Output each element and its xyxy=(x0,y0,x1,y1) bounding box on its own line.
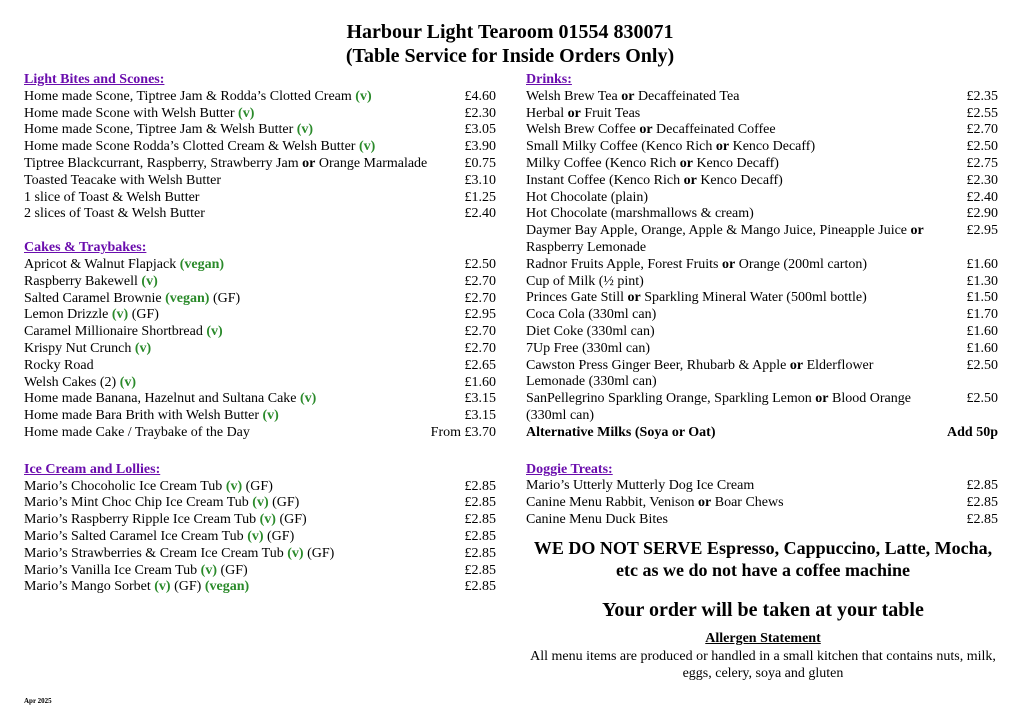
menu-item-row xyxy=(24,495,496,512)
or-text: or xyxy=(302,155,316,171)
section-title-doggie-treats: Doggie Treats: xyxy=(526,461,613,477)
menu-item-row xyxy=(24,479,496,496)
menu-item-price: £2.85 xyxy=(966,495,998,511)
dietary-tag: (v) xyxy=(296,122,314,138)
dietary-tag: (v) xyxy=(259,512,276,528)
menu-item-name xyxy=(24,139,375,156)
gluten-free-tag: (GF) xyxy=(174,579,202,595)
menu-item-row xyxy=(24,139,496,156)
menu-item-row xyxy=(24,106,496,123)
table-service-note: (Table Service for Inside Orders Only) xyxy=(345,45,675,67)
menu-item-price: £2.85 xyxy=(966,478,998,494)
dietary-tag: (v) xyxy=(134,340,152,356)
menu-item-row xyxy=(24,425,496,442)
menu-item-name xyxy=(526,106,931,123)
allergen-statement-text: All menu items are produced or handled in a small kitchen that contains nuts, milk, eggs, celery, soya and gluten xyxy=(530,649,996,681)
menu-item-row xyxy=(526,290,998,307)
item-name-text: Salted Caramel Brownie xyxy=(24,290,162,306)
item-name-text: Welsh Brew Coffee xyxy=(526,122,636,138)
dietary-tag: (v) xyxy=(287,545,304,561)
item-name-text-2: Kenco Decaff) xyxy=(696,155,779,171)
or-text: or xyxy=(627,290,641,306)
item-name-text: 7Up Free (330ml can) xyxy=(526,340,651,356)
item-name-text: Hot Chocolate (plain) xyxy=(526,189,649,205)
item-name-text-2: Sparkling Mineral Water (500ml bottle) xyxy=(644,290,867,306)
menu-item-price: £0.75 xyxy=(464,155,496,171)
menu-item-row xyxy=(526,190,998,207)
dietary-tag: (v) xyxy=(247,528,264,544)
coffee-machine-notice: WE DO NOT SERVE Espresso, Cappuccino, Latte, Mocha, etc as we do not have a coffee machine xyxy=(533,538,993,580)
menu-item-row xyxy=(24,324,496,341)
menu-item-name xyxy=(24,546,334,563)
item-name-text: Princes Gate Still xyxy=(526,290,624,306)
menu-item-price: £2.40 xyxy=(464,206,496,222)
alternative-milks-price: Add 50p xyxy=(947,424,998,440)
menu-item-row xyxy=(526,274,998,291)
menu-item-row xyxy=(526,495,998,512)
item-name-text: Instant Coffee (Kenco Rich xyxy=(526,172,681,188)
gluten-free-tag: (GF) xyxy=(212,290,241,306)
left-column xyxy=(24,72,496,596)
menu-item-name xyxy=(526,512,668,529)
menu-item-name xyxy=(24,307,159,324)
menu-item-price: £3.90 xyxy=(464,139,496,155)
item-name-text: Cawston Press Ginger Beer, Rhubarb & Apple xyxy=(526,357,787,373)
menu-item-price: £2.30 xyxy=(464,105,496,121)
item-name-text: Rocky Road xyxy=(24,357,94,373)
item-name-text: Lemon Drizzle xyxy=(24,307,109,323)
menu-item-price: £2.90 xyxy=(966,206,998,222)
doggie-treats-list xyxy=(526,478,998,528)
dietary-tag: (v) xyxy=(206,324,223,340)
menu-item-name xyxy=(526,307,931,324)
gluten-free-tag: (GF) xyxy=(220,562,248,578)
menu-item-row xyxy=(24,375,496,392)
item-name-text: Raspberry Bakewell xyxy=(24,273,138,289)
menu-item-row xyxy=(24,156,496,173)
menu-item-name xyxy=(24,358,94,375)
menu-item-price: £2.50 xyxy=(966,391,998,407)
menu-item-price: £2.50 xyxy=(464,256,496,272)
menu-item-name xyxy=(24,106,254,123)
menu-item-row xyxy=(526,173,998,190)
menu-item-name xyxy=(526,257,931,274)
menu-item-name xyxy=(24,122,313,139)
menu-item-name xyxy=(24,495,299,512)
section-title-cakes: Cakes & Traybakes: xyxy=(24,240,147,256)
menu-item-row xyxy=(526,223,998,257)
menu-item-name xyxy=(526,358,931,392)
menu-item-price: £1.25 xyxy=(464,189,496,205)
gluten-free-tag: (GF) xyxy=(131,307,159,323)
menu-item-price: £1.60 xyxy=(966,256,998,272)
menu-item-name xyxy=(526,173,931,190)
allergen-statement-title: Allergen Statement xyxy=(705,631,821,646)
menu-item-name xyxy=(24,257,224,274)
or-text: or xyxy=(567,105,581,121)
or-text: or xyxy=(789,357,804,373)
menu-item-name xyxy=(526,206,931,223)
menu-item-row xyxy=(526,206,998,223)
menu-item-price: £1.60 xyxy=(464,374,496,390)
menu-item-price: £2.85 xyxy=(464,528,496,544)
item-name-text: Mario’s Strawberries & Cream Ice Cream Tub xyxy=(24,545,284,561)
dietary-tag: (vegan) xyxy=(165,290,210,306)
item-name-text: Hot Chocolate (marshmallows & cream) xyxy=(526,206,754,222)
menu-item-price: £1.30 xyxy=(966,273,998,289)
item-name-text-2: Elderflower Lemonade (330ml can) xyxy=(526,357,874,390)
menu-item-price: £1.50 xyxy=(966,290,998,306)
item-name-text: Mario’s Salted Caramel Ice Cream Tub xyxy=(24,528,244,544)
menu-item-price: £2.35 xyxy=(966,88,998,104)
menu-item-name xyxy=(526,89,931,106)
menu-item-name xyxy=(24,173,221,190)
menu-item-row xyxy=(24,408,496,425)
menu-item-row xyxy=(526,122,998,139)
item-name-text: Cup of Milk (½ pint) xyxy=(526,273,644,289)
gluten-free-tag: (GF) xyxy=(267,528,295,544)
menu-item-name xyxy=(24,291,240,308)
menu-item-name xyxy=(24,324,223,341)
menu-item-row xyxy=(24,546,496,563)
menu-item-price: £2.85 xyxy=(464,495,496,511)
menu-item-row xyxy=(24,579,496,596)
item-name-text: Krispy Nut Crunch xyxy=(24,340,132,356)
item-name-text: Caramel Millionaire Shortbread xyxy=(24,324,203,340)
menu-item-price: £2.85 xyxy=(464,562,496,578)
dietary-tag: (v) xyxy=(154,579,171,595)
menu-title xyxy=(0,20,1020,68)
item-name-text: Home made Cake / Traybake of the Day xyxy=(24,424,250,440)
menu-item-row xyxy=(24,512,496,529)
item-name-text: Diet Coke (330ml can) xyxy=(526,323,655,339)
or-text: or xyxy=(683,172,697,188)
menu-item-name xyxy=(24,190,199,207)
item-name-text: Mario’s Chocoholic Ice Cream Tub xyxy=(24,478,223,494)
item-name-text: Home made Bara Brith with Welsh Butter xyxy=(24,408,260,424)
menu-item-price: £3.15 xyxy=(464,391,496,407)
item-name-text: Mario’s Vanilla Ice Cream Tub xyxy=(24,562,198,578)
dietary-tag: (v) xyxy=(225,478,243,494)
menu-item-name xyxy=(526,139,931,156)
menu-item-price: £3.05 xyxy=(464,122,496,138)
ice-cream-list xyxy=(24,479,496,597)
menu-item-price: £2.85 xyxy=(464,545,496,561)
menu-item-price: £2.85 xyxy=(464,478,496,494)
alternative-milks-row xyxy=(526,425,998,442)
menu-item-name xyxy=(24,408,279,425)
menu-item-price: £2.85 xyxy=(464,579,496,595)
menu-item-name xyxy=(24,274,158,291)
dietary-tag: (v) xyxy=(358,139,376,155)
menu-item-row xyxy=(526,106,998,123)
menu-item-row xyxy=(526,358,998,392)
item-name-text: Herbal xyxy=(526,105,565,121)
dietary-tag: (v) xyxy=(111,307,129,323)
menu-item-name xyxy=(526,274,931,291)
item-name-text-2: Raspberry Lemonade xyxy=(526,239,647,255)
item-name-text: Radnor Fruits Apple, Forest Fruits xyxy=(526,256,719,272)
item-name-text: Daymer Bay Apple, Orange, Apple & Mango Juice, Pineapple Juice xyxy=(526,223,908,239)
menu-item-row xyxy=(526,478,998,495)
menu-item-price: £2.70 xyxy=(464,273,496,289)
menu-item-name xyxy=(24,579,249,596)
item-name-text-2: Fruit Teas xyxy=(584,105,641,121)
menu-item-name xyxy=(24,341,151,358)
menu-item-row xyxy=(526,156,998,173)
menu-item-row xyxy=(24,307,496,324)
menu-item-name xyxy=(526,190,931,207)
menu-item-price: £2.85 xyxy=(464,512,496,528)
dietary-tag: (v) xyxy=(355,88,372,104)
item-name-text: Home made Scone with Welsh Butter xyxy=(24,105,235,121)
menu-item-row xyxy=(24,206,496,223)
menu-item-price: £2.75 xyxy=(966,155,998,171)
menu-item-price: £2.65 xyxy=(464,357,496,373)
item-name-text-2: Orange (200ml carton) xyxy=(738,256,868,272)
section-title-drinks: Drinks: xyxy=(526,72,572,87)
item-name-text: Apricot & Walnut Flapjack xyxy=(24,256,177,272)
or-text: or xyxy=(698,495,712,511)
menu-item-row xyxy=(24,341,496,358)
menu-item-row xyxy=(24,89,496,106)
item-name-text-2: Boar Chews xyxy=(714,495,784,511)
light-bites-list xyxy=(24,89,496,223)
menu-item-row xyxy=(24,529,496,546)
alternative-milks-label: Alternative Milks (Soya or Oat) xyxy=(526,424,716,440)
or-text: or xyxy=(679,155,693,171)
menu-item-row xyxy=(526,341,998,358)
menu-item-price: £2.50 xyxy=(966,357,998,373)
menu-item-name xyxy=(24,156,427,173)
item-name-text: Home made Scone Rodda’s Clotted Cream & Welsh Butter xyxy=(24,139,356,155)
menu-item-name xyxy=(526,341,931,358)
menu-item-row xyxy=(526,512,998,529)
menu-item-row xyxy=(24,173,496,190)
menu-item-price: £2.95 xyxy=(966,223,998,239)
menu-item-price: £2.30 xyxy=(966,172,998,188)
item-name-text: Milky Coffee (Kenco Rich xyxy=(526,155,677,171)
menu-item-row xyxy=(24,391,496,408)
menu-item-price: £1.60 xyxy=(966,340,998,356)
cakes-list xyxy=(24,257,496,442)
menu-item-name xyxy=(24,206,205,223)
item-name-text-2: Kenco Decaff) xyxy=(700,172,783,188)
drinks-list xyxy=(526,89,998,425)
or-text: or xyxy=(715,139,730,155)
date-footer: Apr 2025 xyxy=(24,697,52,705)
dietary-tag: (v) xyxy=(262,408,279,424)
item-name-text: Mario’s Mint Choc Chip Ice Cream Tub xyxy=(24,495,249,511)
or-text: or xyxy=(639,122,653,138)
menu-item-row xyxy=(526,391,998,425)
menu-item-price: £2.70 xyxy=(464,340,496,356)
menu-item-name xyxy=(24,529,294,546)
item-name-text: Home made Scone, Tiptree Jam & Rodda’s Clotted Cream xyxy=(24,88,352,104)
table-order-notice: Your order will be taken at your table xyxy=(602,599,924,621)
gluten-free-tag: (GF) xyxy=(307,545,335,561)
menu-item-row xyxy=(526,307,998,324)
menu-item-row xyxy=(24,122,496,139)
menu-item-name xyxy=(526,495,784,512)
menu-item-price: £2.50 xyxy=(966,139,998,155)
menu-item-price: £2.70 xyxy=(464,290,496,306)
item-name-text: Welsh Cakes (2) xyxy=(24,374,117,390)
menu-item-row xyxy=(24,563,496,580)
dietary-tag: (v) xyxy=(300,391,317,407)
menu-item-price: £2.95 xyxy=(464,307,496,323)
item-name-text: Mario’s Mango Sorbet xyxy=(24,579,151,595)
menu-item-row xyxy=(24,274,496,291)
item-name-text: Tiptree Blackcurrant, Raspberry, Strawberry Jam xyxy=(24,155,299,171)
item-name-text: SanPellegrino Sparkling Orange, Sparkling Lemon xyxy=(526,391,812,407)
or-text: or xyxy=(910,223,924,239)
menu-item-row xyxy=(526,257,998,274)
menu-item-price: £1.60 xyxy=(966,323,998,339)
or-text: or xyxy=(722,256,736,272)
dietary-tag: (v) xyxy=(200,562,217,578)
menu-item-name xyxy=(24,425,250,442)
menu-item-price: £2.55 xyxy=(966,105,998,121)
menu-item-price: £2.40 xyxy=(966,189,998,205)
menu-item-price: £2.85 xyxy=(966,511,998,527)
item-name-text: Mario’s Utterly Mutterly Dog Ice Cream xyxy=(526,478,755,494)
dietary-tag: (v) xyxy=(252,495,269,511)
menu-item-price: £1.70 xyxy=(966,307,998,323)
or-text: or xyxy=(815,391,829,407)
menu-item-price: £3.10 xyxy=(464,172,496,188)
menu-item-name xyxy=(24,375,136,392)
menu-item-price: £2.70 xyxy=(464,324,496,340)
item-name-text: Mario’s Raspberry Ripple Ice Cream Tub xyxy=(24,512,257,528)
menu-item-price: £4.60 xyxy=(464,88,496,104)
section-title-light-bites: Light Bites and Scones: xyxy=(24,72,165,87)
menu-item-row xyxy=(526,139,998,156)
menu-item-row xyxy=(526,89,998,106)
menu-item-price: £2.70 xyxy=(966,122,998,138)
menu-item-row xyxy=(24,358,496,375)
menu-item-name xyxy=(526,391,931,425)
item-name-text: Canine Menu Duck Bites xyxy=(526,511,668,527)
gluten-free-tag: (GF) xyxy=(245,478,273,494)
item-name-text: Small Milky Coffee (Kenco Rich xyxy=(526,139,713,155)
menu-item-row xyxy=(526,324,998,341)
item-name-text: Home made Banana, Hazelnut and Sultana Cake xyxy=(24,391,297,407)
menu-item-name xyxy=(24,563,248,580)
menu-item-name xyxy=(24,89,372,106)
item-name-text: 1 slice of Toast & Welsh Butter xyxy=(24,189,200,205)
menu-item-name xyxy=(526,324,931,341)
menu-item-row xyxy=(24,291,496,308)
item-name-text: Home made Scone, Tiptree Jam & Welsh Butter xyxy=(24,122,294,138)
item-name-text: 2 slices of Toast & Welsh Butter xyxy=(24,206,205,222)
menu-item-name xyxy=(526,290,931,307)
dietary-tag: (vegan) xyxy=(179,256,225,272)
menu-item-name xyxy=(526,156,931,173)
gluten-free-tag: (GF) xyxy=(272,495,300,511)
tearoom-name-phone: Harbour Light Tearoom 01554 830071 xyxy=(346,21,674,43)
right-column xyxy=(526,72,998,529)
dietary-tag: (v) xyxy=(119,374,137,390)
menu-item-name xyxy=(526,122,931,139)
item-name-text: Welsh Brew Tea xyxy=(526,88,618,104)
item-name-text-2: Decaffeinated Tea xyxy=(637,88,740,104)
item-name-text-2: Orange Marmalade xyxy=(318,155,428,171)
menu-item-name xyxy=(24,479,273,496)
item-name-text-2: Blood Orange (330ml can) xyxy=(526,391,911,423)
section-title-ice-cream: Ice Cream and Lollies: xyxy=(24,461,161,477)
item-name-text: Canine Menu Rabbit, Venison xyxy=(526,495,695,511)
menu-item-name xyxy=(526,478,754,495)
item-name-text-2: Kenco Decaff) xyxy=(732,139,816,155)
item-name-text-2: Decaffeinated Coffee xyxy=(656,122,776,138)
menu-item-name xyxy=(24,512,307,529)
item-name-text: Toasted Teacake with Welsh Butter xyxy=(24,172,222,188)
menu-item-name xyxy=(526,223,931,257)
menu-item-row xyxy=(24,190,496,207)
menu-item-price: From £3.70 xyxy=(430,424,496,440)
menu-item-name xyxy=(24,391,316,408)
dietary-tag: (vegan) xyxy=(204,579,250,595)
gluten-free-tag: (GF) xyxy=(279,512,307,528)
dietary-tag: (v) xyxy=(238,105,255,121)
menu-item-price: £3.15 xyxy=(464,408,496,424)
menu-item-row xyxy=(24,257,496,274)
item-name-text: Coca Cola (330ml can) xyxy=(526,307,657,323)
or-text: or xyxy=(621,88,635,104)
dietary-tag: (v) xyxy=(141,273,158,289)
